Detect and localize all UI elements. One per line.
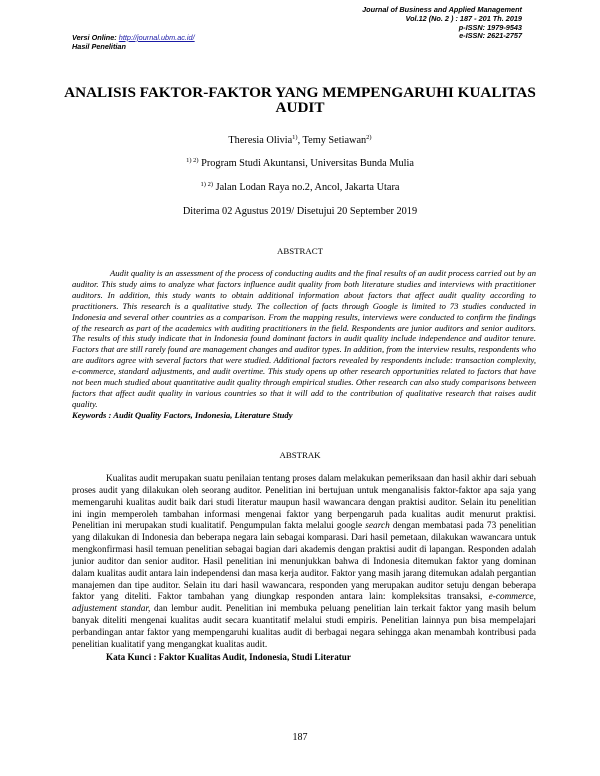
address-text: Jalan Lodan Raya no.2, Ancol, Jakarta Utara: [215, 182, 400, 193]
abstract-text: Audit quality is an assessment of the process of conducting audits and the final results of an audit process carried out by an auditor. This study aims to analyze what factors influence audit quality from both literature studies and interviews with practitioner auditors. In addition, this study wants to obtain additional information about factors that affect audit quality according to practitioners. This research is a qualitative study. The collection of facts through Google is limited to 73 studies conducted in Indonesia and several other countries as a comparison. From the mapping results, interviews were conducted to confirm the findings of the research as part of the academics with auditing practitioners in the field. Respondents are junior auditors and senior auditors. The results of this study indicate that in Indonesia found dominant factors in audit quality include independence and auditor tenure. Factors that are still rarely found are management changes and auditor types. In addition, from the interview results, respondents who are auditors agree with several factors that were studied. Additional factors revealed by respondents include: transaction complexity, e-commerce, standard adjustments, and audit overtime. This study opens up other research opportunities related to factors that have not been much studied about quantitative audit quality through empirical studies. Other research can also study comparisons between factors that affect audit quality in various countries so that it will add to the contribution of qualitative research that raises audit quality.: [72, 268, 536, 409]
title-line-2: AUDIT: [275, 99, 325, 116]
address-sup: 1) 2): [200, 181, 214, 188]
abstrak-part-2: dengan membatasi pada 73 penelitian yang dilakukan di Indonesia dan beberapa negara lain sebagai komparasi. Dari hasil pemetaan, dilakukan wawancara untuk mengkonfirmasi hasil temuan penelitian sebagai bagian dari akademis dengan praktisi audit di lapangan. Responden adalah junior auditor dan senior auditor. Hasil penelitian ini menunjukkan bahwa di Indonesia ditemukan faktor yang dominan dalam kualitas audit antara lain independensi dan masa kerja auditor. Faktor yang masih jarang ditemukan adalah pergantian manajemen dan tipe auditor. Selain itu dari hasil wawancara, responden yang merupakan auditor setuju dengan beberapa faktor yang diteliti. Faktor tambahan yang diungkap responden antara lain: kompleksitas transaksi,: [72, 521, 537, 603]
online-version-label: Versi Online:: [72, 33, 117, 42]
article-type: Hasil Penelitian: [72, 41, 126, 51]
volume-info: Vol.12 (No. 2 ) : 187 - 201 Th. 2019: [405, 13, 522, 23]
abstrak-part-3: dan lembur audit. Penelitian ini membuka peluang penelitian lain terkait faktor yang masih belum banyak diteliti mengenai kualitas audit secara kuantitatif melalui studi empiris. Penelitian lainnya pun bisa mempelajari perbandingan antar faktor yang mempengaruhi kualitas audit di berbagai negara sehingga akan menambah kontribusi pada penelitian kualitatif yang mengangkat kualitas audit.: [72, 604, 536, 650]
authors: [60, 134, 540, 146]
address: [60, 181, 540, 193]
abstrak-search-term: search: [365, 521, 390, 532]
author-separator: ,: [297, 135, 303, 146]
p-issn: p-ISSN: 1979-9543: [458, 22, 522, 32]
kata-kunci: Kata Kunci : Faktor Kualitas Audit, Indonesia, Studi Literatur: [106, 651, 351, 662]
author-2-sup: 2): [366, 134, 372, 141]
abstrak-part-1: Kualitas audit merupakan suatu penilaian tentang proses dalam melakukan pemeriksaan dan hasil akhir dari sebuah proses audit yang dilakukan oleh seorang auditor. Penelitian ini bertujuan untuk menganalisis faktor-faktor apa saja yang memengaruhi kualitas audit baik dari studi literatur maupun hasil wawancara dengan praktisi auditor. Selain itu penelitian ini ingin memperoleh tambahan informasi mengenai faktor yang berpengaruh pada kualitas audit menurut praktisi. Penelitian ini merupakan studi kualitatif. Pengumpulan fakta melalui google: [72, 474, 536, 532]
title-line-1: ANALISIS FAKTOR-FAKTOR YANG MEMPENGARUHI KUALITAS: [64, 84, 536, 101]
paper-title: [60, 85, 540, 115]
abstrak-foreign-terms: e-commerce, adjustement standar,: [72, 592, 536, 615]
keywords: Keywords : Audit Quality Factors, Indonesia, Literature Study: [72, 409, 293, 420]
author-2: Temy Setiawan: [302, 135, 367, 146]
author-1-sup: 1): [292, 134, 298, 141]
author-1: Theresia Olivia: [228, 135, 293, 146]
affiliation-text: Program Studi Akuntansi, Universitas Bunda Mulia: [201, 158, 414, 169]
e-issn: e-ISSN: 2621-2757: [459, 31, 522, 41]
page-number: 187: [292, 732, 308, 743]
received-accepted-dates: Diterima 02 Agustus 2019/ Disetujui 20 September 2019: [182, 206, 418, 217]
abstract-heading: ABSTRACT: [277, 246, 323, 256]
header-left: [72, 34, 195, 52]
journal-url-link[interactable]: http://journal.ubm.ac.id/: [118, 33, 195, 42]
abstrak-heading: ABSTRAK: [279, 450, 321, 460]
abstrak-text: [72, 474, 536, 652]
affiliation-sup: 1) 2): [186, 157, 199, 164]
affiliation: [60, 157, 540, 169]
abstrak-body: [72, 474, 536, 664]
abstract-body: [72, 268, 536, 421]
journal-name: Journal of Business and Applied Management: [362, 5, 522, 14]
header-right: [362, 6, 522, 41]
